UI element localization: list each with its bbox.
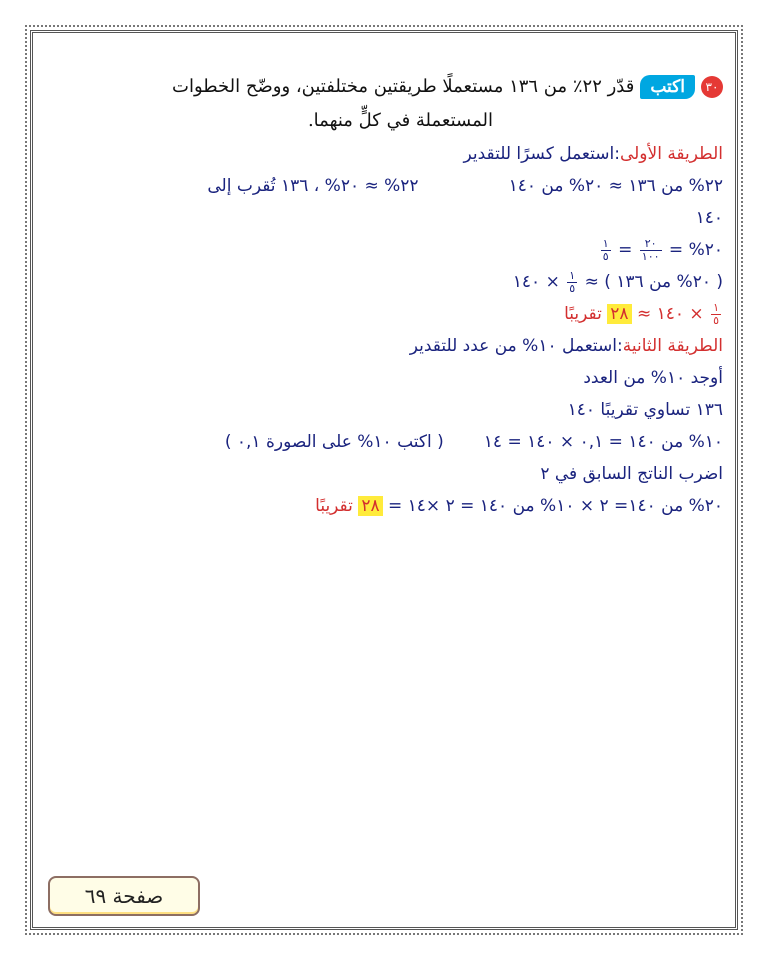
method2-step5-tail: تقريبًا (315, 496, 353, 516)
question-text-2: المستعملة في كلٍّ منهما. (307, 110, 493, 131)
method2-step3 (45, 426, 723, 458)
method2-step3-b: ( اكتب ١٠% على الصورة ٠,١ ) (224, 432, 444, 452)
method2-step3-a: ١٠% من ١٤٠ = ٠,١ × ١٤٠ = ١٤ (483, 432, 723, 452)
method1-row1-a: ٢٢% من ١٣٦ ≈ ٢٠% من ١٤٠ (508, 176, 723, 196)
method1-row3 (45, 266, 723, 298)
question-number-badge: ٣٠ (701, 76, 723, 98)
question-text-1: قدّر ٢٢٪ من ١٣٦ مستعملًا طريقتين مختلفتين، ووضّح الخطوات (172, 76, 635, 97)
question-line-1 (45, 70, 723, 104)
method2-step1: أوجد ١٠% من العدد (583, 368, 723, 388)
method1-row1-wrap (45, 202, 723, 234)
method1-title: الطريقة الأولى (619, 144, 723, 164)
method2-step4: اضرب الناتج السابق في ٢ (540, 464, 723, 484)
question-line-2 (45, 104, 723, 138)
method1-row4-tail: تقريبًا (564, 304, 602, 324)
fraction-one-fifth: $\frac{١}{٥}$ (602, 236, 609, 263)
method1-row2-eq: = (618, 240, 633, 260)
page-number-label: صفحة ٦٩ (48, 876, 200, 916)
method1-row1-b: ٢٢% ≈ ٢٠% ، ١٣٦ تُقرب إلى (207, 176, 419, 196)
fraction-twenty-hundred: $\frac{٢٠}{١٠٠}$ (641, 236, 660, 263)
method1-heading (45, 138, 723, 170)
method1-row1 (45, 170, 723, 202)
solution-content (45, 70, 723, 522)
method1-desc: :استعمل كسرًا للتقدير (463, 144, 620, 164)
write-badge: اكتب (640, 75, 695, 99)
method2-title: الطريقة الثانية (622, 336, 723, 356)
fraction-one-fifth-2: $\frac{١}{٥}$ (569, 268, 576, 295)
method1-row3-rhs: × ١٤٠ (512, 272, 560, 292)
fraction-one-fifth-3: $\frac{١}{٥}$ (713, 300, 719, 327)
method2-answer: ٢٨ (358, 496, 382, 516)
method2-desc: :استعمل ١٠% من عدد للتقدير (409, 336, 623, 356)
method2-heading (45, 330, 723, 362)
method2-step2: ١٣٦ تساوي تقريبًا ١٤٠ (567, 400, 723, 420)
method1-row4 (45, 298, 723, 330)
method1-row2-lhs: ٢٠% = (668, 240, 723, 260)
method1-row4-mid: × ١٤٠ ≈ (636, 304, 704, 324)
method1-row1-c: ١٤٠ (695, 208, 723, 228)
method2-step5-a: ٢٠% من ١٤٠= ٢ × ١٠% من ١٤٠ = ٢ ×١٤ = (387, 496, 723, 516)
method2-step5 (45, 490, 723, 522)
method1-row2 (45, 234, 723, 266)
method1-answer: ٢٨ (607, 304, 631, 324)
method1-row3-lhs: ( ٢٠% من ١٣٦ ) ≈ (584, 272, 723, 292)
